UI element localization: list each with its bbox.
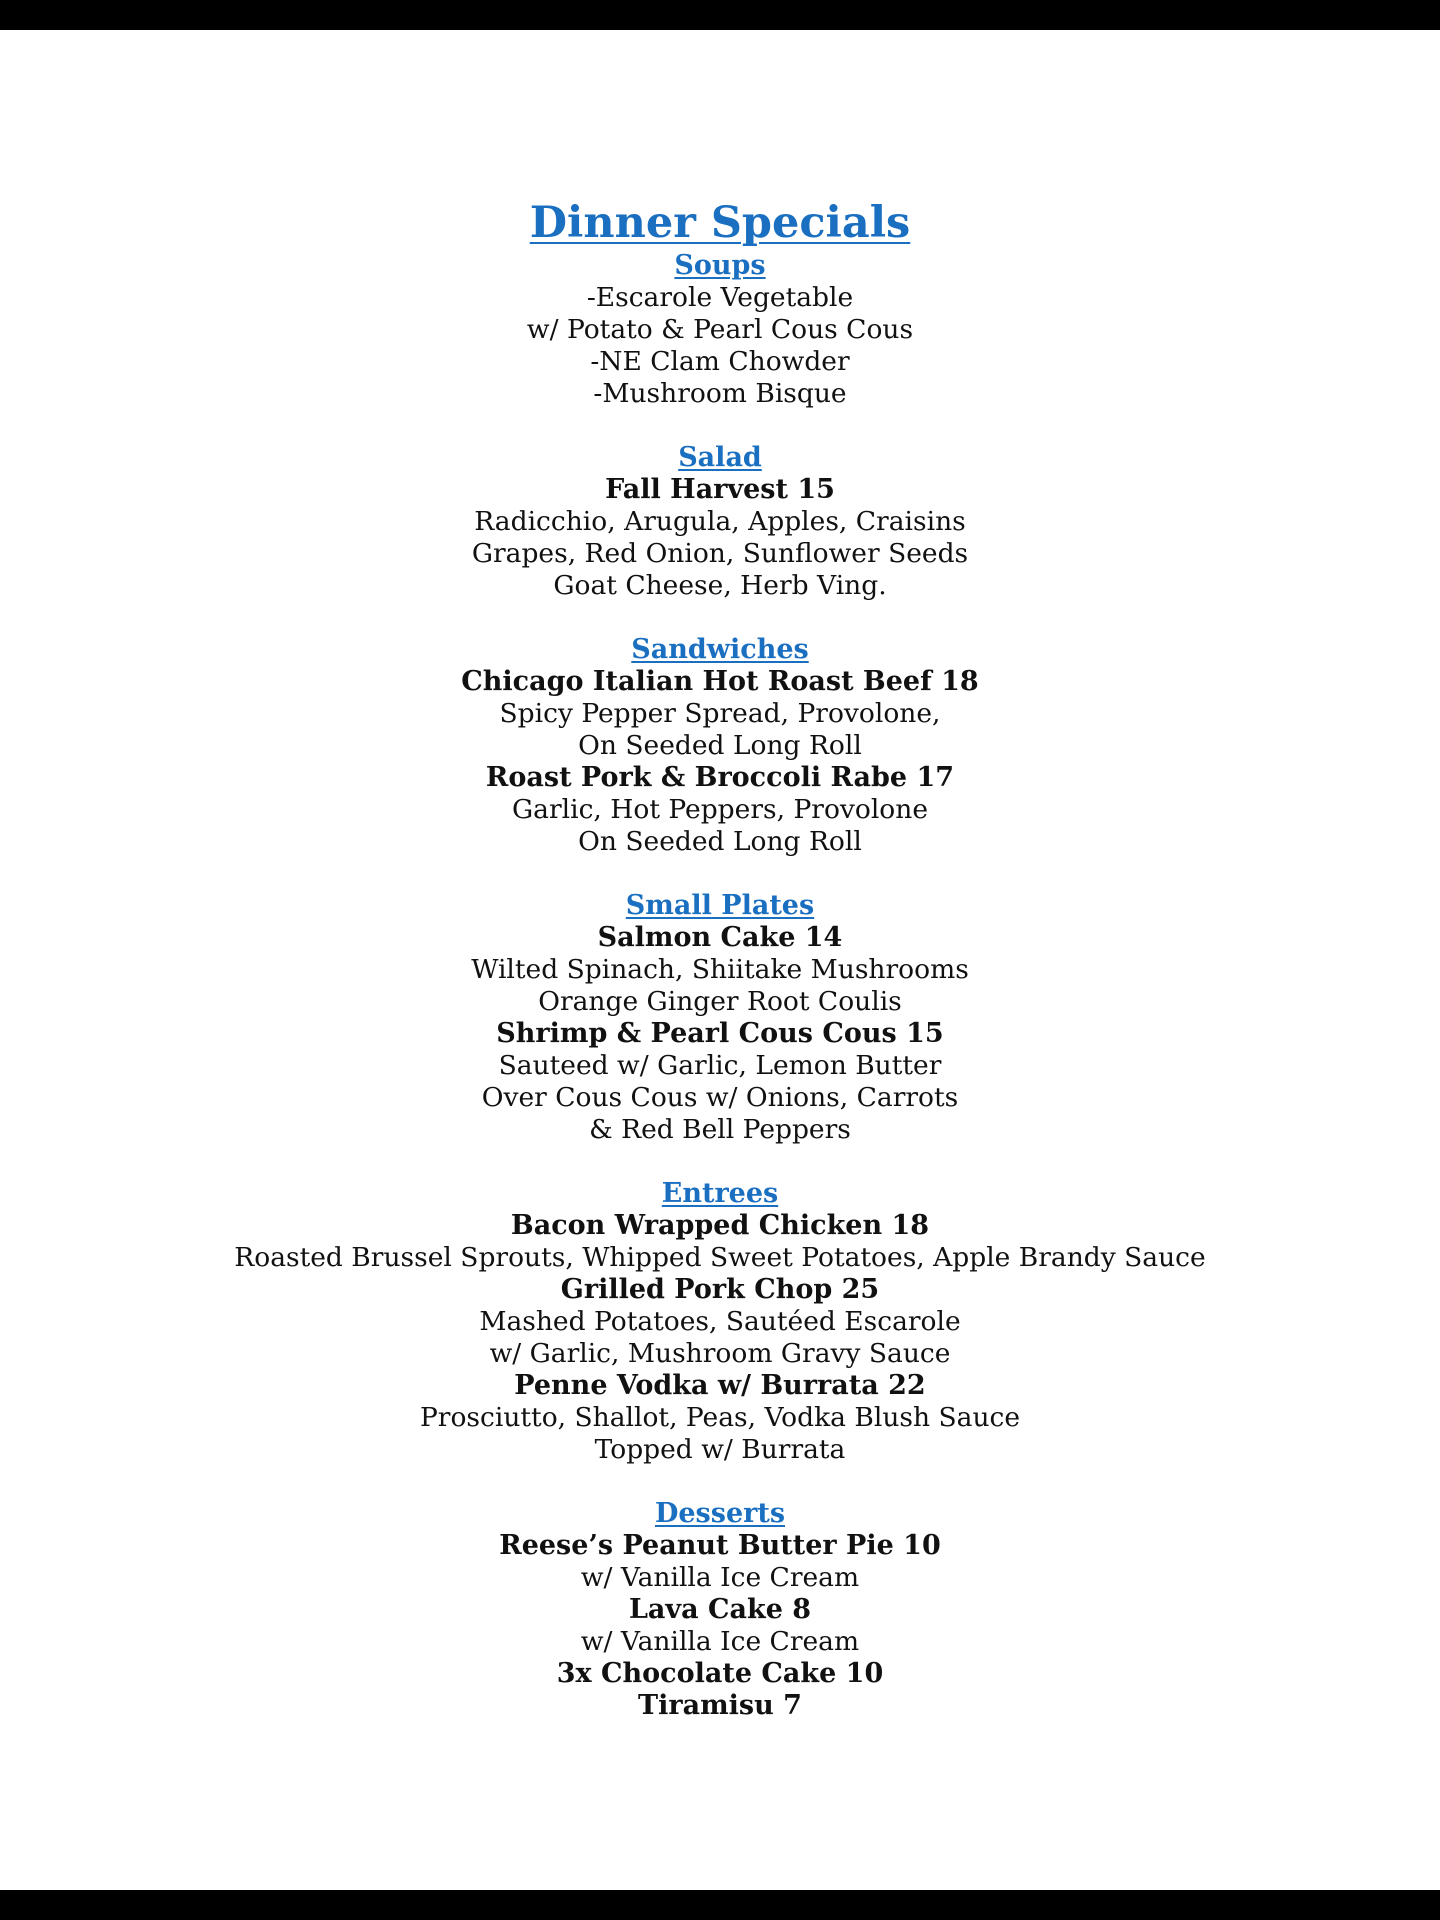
menu-item-description: On Seeded Long Roll — [578, 730, 862, 761]
section-heading-soups: Soups — [674, 250, 766, 281]
menu-item-name: Chicago Italian Hot Roast Beef 18 — [461, 666, 979, 697]
menu-item-name: Lava Cake 8 — [628, 1594, 812, 1625]
soup-line: w/ Potato & Pearl Cous Cous — [526, 314, 914, 345]
menu-item-name: 3x Chocolate Cake 10 — [556, 1658, 884, 1689]
menu-item-description: Radicchio, Arugula, Apples, Craisins — [474, 506, 966, 537]
menu-item-name: Reese’s Peanut Butter Pie 10 — [499, 1530, 941, 1561]
dinner-specials-menu — [0, 196, 1440, 1754]
section-small-plates — [0, 890, 1440, 1146]
section-salad — [0, 442, 1440, 602]
section-heading-entrees: Entrees — [661, 1178, 779, 1209]
menu-item-name: Tiramisu 7 — [638, 1690, 802, 1721]
soup-line: -Escarole Vegetable — [586, 282, 854, 313]
menu-item-name: Shrimp & Pearl Cous Cous 15 — [496, 1018, 944, 1049]
section-heading-salad: Salad — [678, 442, 762, 473]
menu-item-description: On Seeded Long Roll — [578, 826, 862, 857]
page-title: Dinner Specials — [529, 198, 911, 248]
section-heading-small-plates: Small Plates — [625, 890, 815, 921]
menu-item-description: Goat Cheese, Herb Ving. — [553, 570, 887, 601]
section-desserts — [0, 1498, 1440, 1722]
section-sandwiches — [0, 634, 1440, 858]
menu-item-name: Bacon Wrapped Chicken 18 — [510, 1210, 930, 1241]
soup-line: -NE Clam Chowder — [590, 346, 850, 377]
menu-item-description: w/ Vanilla Ice Cream — [580, 1562, 860, 1593]
menu-item-name: Grilled Pork Chop 25 — [560, 1274, 880, 1305]
menu-item-description: Wilted Spinach, Shiitake Mushrooms — [471, 954, 969, 985]
menu-item-description: w/ Garlic, Mushroom Gravy Sauce — [489, 1338, 951, 1369]
menu-item-description: Sauteed w/ Garlic, Lemon Butter — [498, 1050, 942, 1081]
soup-line: -Mushroom Bisque — [593, 378, 847, 409]
menu-page — [0, 30, 1440, 1890]
menu-item-name: Fall Harvest 15 — [605, 474, 835, 505]
section-heading-desserts: Desserts — [654, 1498, 786, 1529]
menu-item-description: Topped w/ Burrata — [594, 1434, 846, 1465]
menu-item-description: w/ Vanilla Ice Cream — [580, 1626, 860, 1657]
menu-item-name: Roast Pork & Broccoli Rabe 17 — [485, 762, 955, 793]
menu-item-name: Penne Vodka w/ Burrata 22 — [514, 1370, 926, 1401]
section-entrees — [0, 1178, 1440, 1466]
menu-item-description: Prosciutto, Shallot, Peas, Vodka Blush Sauce — [419, 1402, 1021, 1433]
section-soups — [0, 250, 1440, 410]
menu-item-description: Spicy Pepper Spread, Provolone, — [499, 698, 941, 729]
menu-item-description: & Red Bell Peppers — [589, 1114, 851, 1145]
menu-item-description: Over Cous Cous w/ Onions, Carrots — [481, 1082, 959, 1113]
menu-item-description: Garlic, Hot Peppers, Provolone — [511, 794, 929, 825]
section-heading-sandwiches: Sandwiches — [631, 634, 809, 665]
menu-item-description: Grapes, Red Onion, Sunflower Seeds — [471, 538, 969, 569]
menu-item-name: Salmon Cake 14 — [597, 922, 843, 953]
menu-item-description: Roasted Brussel Sprouts, Whipped Sweet Potatoes, Apple Brandy Sauce — [234, 1242, 1206, 1273]
menu-item-description: Mashed Potatoes, Sautéed Escarole — [479, 1306, 961, 1337]
menu-item-description: Orange Ginger Root Coulis — [538, 986, 902, 1017]
